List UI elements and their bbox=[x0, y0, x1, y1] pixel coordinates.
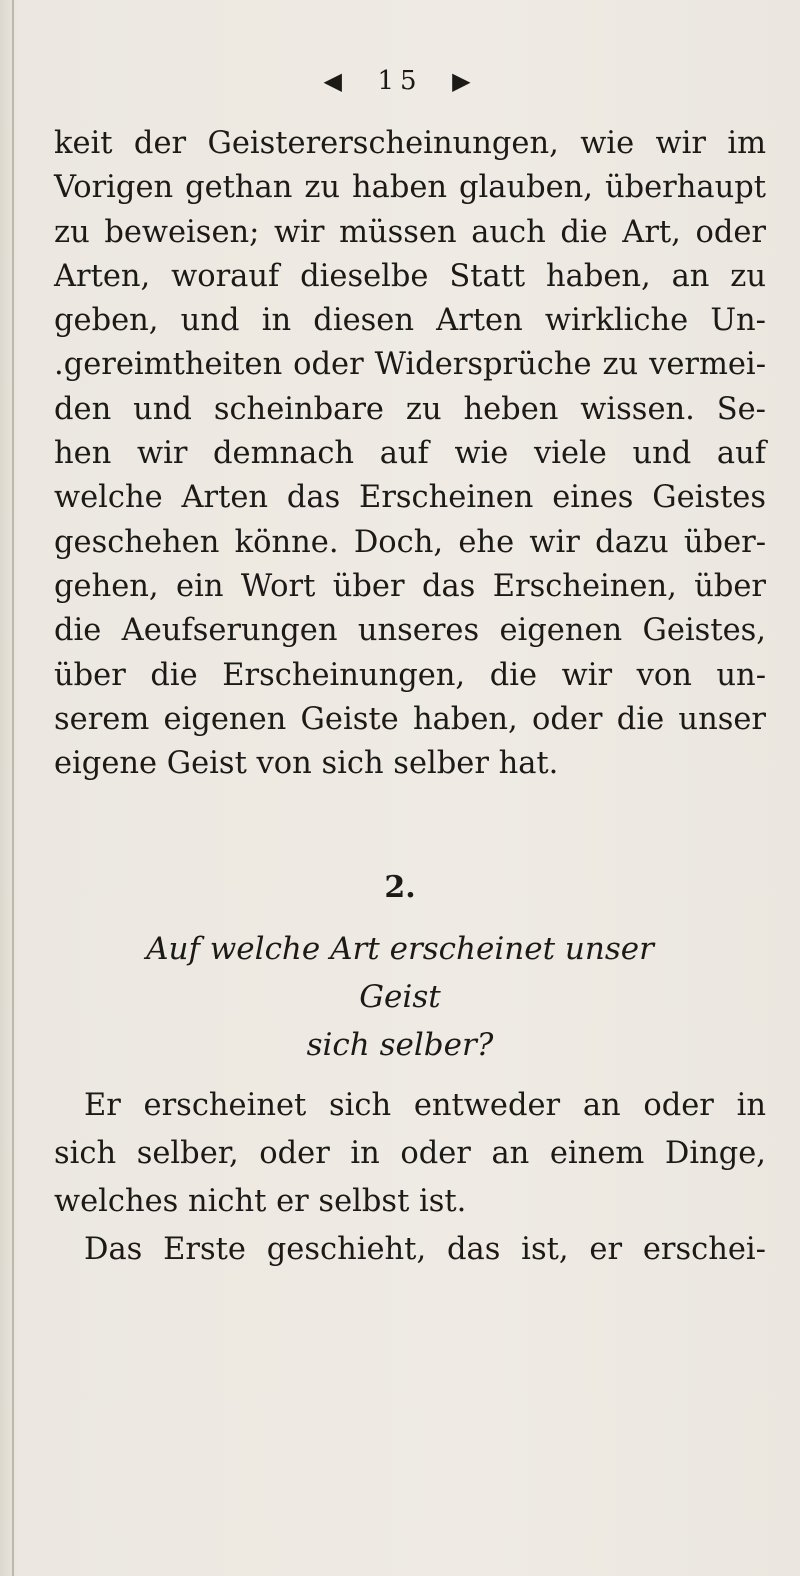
section-heading-line: sich selber? bbox=[306, 1027, 494, 1063]
text-line: Arten, worauf dieselbe Statt haben, an zu bbox=[54, 258, 766, 294]
page-number: 15 bbox=[377, 66, 423, 96]
text-line: serem eigenen Geiste haben, oder die unser bbox=[54, 701, 766, 737]
text-line: zu beweisen; wir müssen auch die Art, oder bbox=[54, 214, 766, 250]
left-ornament-icon: ◀ bbox=[323, 67, 348, 95]
section-heading-line: Auf welche Art erscheinet unser Geist bbox=[146, 931, 654, 1015]
text-line: hen wir demnach auf wie viele und auf bbox=[54, 436, 766, 472]
text-line: geben, und in diesen Arten wirkliche Un- bbox=[54, 303, 766, 339]
text-line: Das Erste geschieht, das ist, er erschei- bbox=[84, 1232, 766, 1267]
text-line: welche Arten das Erscheinen eines Geistes bbox=[54, 480, 766, 516]
right-ornament-icon: ▶ bbox=[452, 67, 477, 95]
text-line: geschehen könne. Doch, ehe wir dazu über- bbox=[54, 524, 766, 560]
section-paragraph bbox=[54, 1082, 766, 1274]
text-line: gehen, ein Wort über das Erscheinen, über bbox=[54, 568, 766, 604]
section-number: 2. bbox=[384, 870, 416, 905]
section-heading bbox=[110, 925, 690, 1069]
text-line: welches nicht er selbst ist. bbox=[54, 1184, 467, 1219]
text-line: Vorigen gethan zu haben glauben, überhaupt bbox=[54, 170, 766, 206]
text-line: die Aeufserungen unseres eigenen Geistes, bbox=[54, 613, 766, 649]
page-header bbox=[0, 62, 800, 97]
text-line: sich selber, oder in oder an einem Dinge, bbox=[54, 1136, 766, 1171]
text-line: .gereimtheiten oder Widersprüche zu vermei- bbox=[54, 347, 766, 383]
paragraph-main bbox=[54, 122, 766, 786]
text-line: über die Erscheinungen, die wir von un- bbox=[54, 657, 766, 693]
text-line: den und scheinbare zu heben wissen. Se- bbox=[54, 391, 766, 427]
page-gutter-edge bbox=[12, 0, 14, 1576]
text-line: keit der Geistererscheinungen, wie wir im bbox=[54, 126, 766, 161]
text-line: eigene Geist von sich selber hat. bbox=[54, 746, 559, 782]
text-line: Er erscheinet sich entweder an oder in bbox=[84, 1088, 766, 1123]
